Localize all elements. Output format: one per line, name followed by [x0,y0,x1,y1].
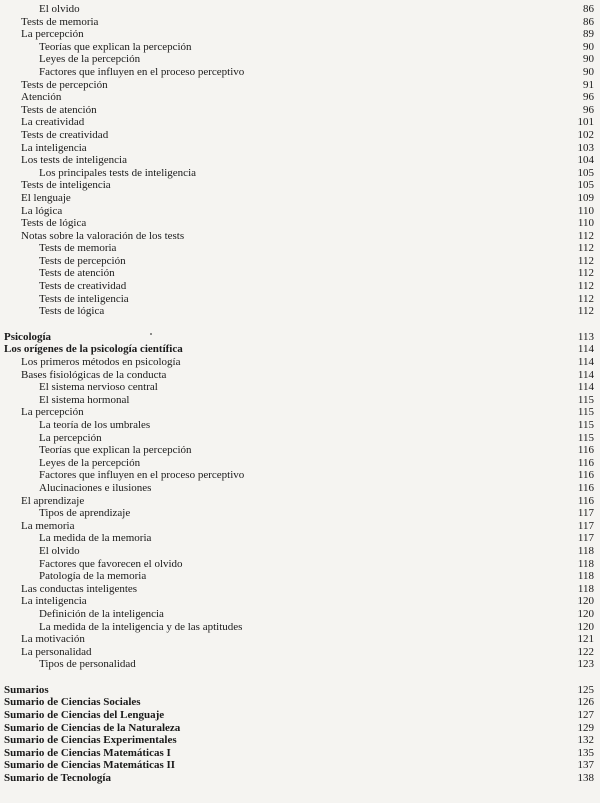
toc-entry-page-number: 96 [583,91,594,104]
toc-entry-label: Tests de inteligencia [21,179,111,192]
toc-entry [4,53,594,66]
toc-entry [4,331,594,344]
toc-entry [4,406,594,419]
toc-entry-page-number: 102 [577,128,594,141]
toc-entry-label: Sumario de Tecnología [4,772,111,785]
toc-entry [4,747,594,760]
toc-entry-page-number: 86 [583,15,594,28]
toc-entry-label: El sistema hormonal [39,393,130,406]
toc-entry-label: Tipos de personalidad [39,658,136,671]
toc-entry-page-number: 101 [577,116,594,129]
toc-entry [4,129,594,142]
toc-section [4,3,594,318]
toc-entry-page-number: 115 [577,406,594,419]
toc-entry-page-number: 112 [577,305,594,318]
toc-entry [4,343,594,356]
toc-entry-label: Teorías que explican la percepción [39,40,192,53]
toc-entry-label: Tests de creatividad [39,280,127,293]
toc-entry-page-number: 116 [577,456,594,469]
toc-entry-page-number: 118 [577,544,594,557]
toc-entry-page-number: 118 [577,582,594,595]
toc-entry [4,583,594,596]
toc-entry-page-number: 135 [577,746,594,759]
toc-entry [4,116,594,129]
toc-entry-label: Tests de percepción [39,254,126,267]
toc-entry-page-number: 132 [577,734,594,747]
toc-entry [4,91,594,104]
toc-entry-page-number: 116 [577,469,594,482]
toc-entry-page-number: 120 [577,595,594,608]
toc-entry [4,520,594,533]
toc-entry-page-number: 117 [577,507,594,520]
toc-entry [4,608,594,621]
toc-entry [4,570,594,583]
toc-entry [4,142,594,155]
toc-entry-label: Sumario de Ciencias Experimentales [4,734,177,747]
toc-entry-page-number: 137 [577,759,594,772]
toc-entry [4,595,594,608]
toc-entry-label: Las conductas inteligentes [21,582,138,595]
toc-entry-label: Patología de la memoria [39,570,147,583]
toc-entry-label: La percepción [21,28,84,41]
toc-entry [4,734,594,747]
toc-entry-page-number: 91 [583,78,594,91]
toc-entry-label: El olvido [39,3,80,15]
toc-entry [4,394,594,407]
toc-entry-page-number: 114 [577,356,594,369]
toc-entry-label: El lenguaje [21,191,71,204]
toc-entry [4,167,594,180]
toc-entry [4,621,594,634]
toc-entry-page-number: 105 [577,166,594,179]
toc-entry [4,759,594,772]
toc-entry [4,369,594,382]
toc-entry-label: Sumarios [4,683,49,696]
toc-entry-page-number: 90 [583,40,594,53]
toc-entry [4,444,594,457]
toc-entry-page-number: 115 [577,431,594,444]
toc-entry-label: Tests de memoria [39,242,117,255]
toc-entry-page-number: 129 [577,721,594,734]
toc-entry-page-number: 126 [577,696,594,709]
toc-entry-page-number: 89 [583,28,594,41]
toc-entry [4,495,594,508]
toc-entry-label: Tests de atención [21,103,97,116]
toc-entry [4,772,594,785]
toc-entry-label: La memoria [21,519,75,532]
toc-entry [4,192,594,205]
toc-entry-label: El sistema nervioso central [39,381,158,394]
toc-entry-page-number: 115 [577,393,594,406]
toc-entry-page-number: 116 [577,444,594,457]
toc-entry [4,267,594,280]
toc-entry-page-number: 109 [577,191,594,204]
toc-entry [4,242,594,255]
toc-entry-label: El olvido [39,544,80,557]
toc-entry-label: Tests de inteligencia [39,292,129,305]
toc-entry-label: La medida de la inteligencia y de las aptitudes [39,620,243,633]
toc-entry-label: Atención [21,91,62,104]
toc-entry [4,104,594,117]
toc-entry-page-number: 127 [577,709,594,722]
toc-entry [4,696,594,709]
toc-entry-label: Definición de la inteligencia [39,607,164,620]
toc-entry-label: El aprendizaje [21,494,85,507]
toc-entry [4,16,594,29]
toc-entry-page-number: 105 [577,179,594,192]
toc-entry-label: Teorías que explican la percepción [39,444,192,457]
toc-entry-label: Tests de percepción [21,78,108,91]
toc-entry-label: La lógica [21,204,63,217]
toc-entry-page-number: 115 [577,419,594,431]
toc-entry-page-number: 117 [577,532,594,545]
toc-entry [4,28,594,41]
toc-entry-page-number: 112 [577,292,594,305]
toc-entry [4,684,594,697]
toc-entry [4,658,594,671]
toc-entry-page-number: 112 [577,254,594,267]
toc-entry-page-number: 110 [577,217,594,230]
toc-entry-label: Tests de memoria [21,15,99,28]
toc-entry [4,280,594,293]
toc-entry [4,217,594,230]
toc-entry-page-number: 116 [577,494,594,507]
toc-entry [4,154,594,167]
toc-entry-label: Sumario de Ciencias Sociales [4,696,141,709]
toc-entry-label: Psicología [4,330,52,343]
toc-entry [4,255,594,268]
toc-entry-label: Los tests de inteligencia [21,154,127,167]
toc-entry-label: Sumario de Ciencias Matemáticas I [4,746,171,759]
toc-entry [4,709,594,722]
toc-entry-label: La medida de la memoria [39,532,152,545]
toc-entry-page-number: 116 [577,481,594,494]
toc-entry [4,633,594,646]
toc-entry-label: Leyes de la percepción [39,53,141,66]
toc-entry-label: Tests de creatividad [21,128,109,141]
toc-entry-label: La teoría de los umbrales [39,419,151,431]
toc-entry [4,722,594,735]
toc-entry-page-number: 110 [577,204,594,217]
toc-entry [4,545,594,558]
toc-entry-page-number: 125 [577,683,594,696]
toc-entry-page-number: 117 [577,519,594,532]
toc-entry-label: Factores que favorecen el olvido [39,557,183,570]
toc-section [4,331,594,671]
toc-entry-label: Sumario de Ciencias del Lenguaje [4,709,165,722]
toc-entry-page-number: 122 [577,645,594,658]
toc-entry [4,293,594,306]
toc-entry-page-number: 118 [577,570,594,583]
toc-entry-page-number: 104 [577,154,594,167]
toc-entry-label: La motivación [21,633,85,646]
toc-entry-page-number: 90 [583,53,594,66]
toc-entry-page-number: 112 [577,267,594,280]
toc-entry-label: Tests de lógica [21,217,87,230]
toc-entry [4,3,594,16]
toc-entry [4,356,594,369]
toc-entry [4,432,594,445]
toc-entry [4,179,594,192]
toc-entry-label: Factores que influyen en el proceso perceptivo [39,469,245,482]
toc-entry-label: Alucinaciones e ilusiones [39,481,152,494]
toc-entry-label: La personalidad [21,645,92,658]
toc-entry-label: Factores que influyen en el proceso perceptivo [39,65,245,78]
toc-entry [4,205,594,218]
toc-entry [4,507,594,520]
toc-entry-page-number: 114 [577,368,594,381]
toc-entry [4,66,594,79]
toc-entry-page-number: 112 [577,242,594,255]
toc-entry [4,419,594,432]
scan-artifact-dot [150,333,152,335]
toc-entry-label: Los primeros métodos en psicología [21,356,181,369]
toc-entry-page-number: 103 [577,141,594,154]
toc-entry-label: Tests de lógica [39,305,105,318]
toc-section [4,684,594,785]
toc-entry-page-number: 123 [577,658,594,671]
toc-entry-label: Leyes de la percepción [39,456,141,469]
toc-entry [4,41,594,54]
toc-entry-label: Tipos de aprendizaje [39,507,131,520]
toc-entry-page-number: 96 [583,103,594,116]
toc-entry-page-number: 121 [577,633,594,646]
toc-entry-label: Notas sobre la valoración de los tests [21,229,185,242]
toc-entry-label: Los orígenes de la psicología científica [4,343,183,356]
toc-entry-label: Sumario de Ciencias Matemáticas II [4,759,176,772]
toc-entry-page-number: 138 [577,772,594,785]
toc-entry-page-number: 90 [583,65,594,78]
toc-entry [4,558,594,571]
toc-entry [4,305,594,318]
toc-entry [4,532,594,545]
toc-entry [4,230,594,243]
toc-entry [4,457,594,470]
toc-entry-page-number: 118 [577,557,594,570]
toc-entry-label: Sumario de Ciencias de la Naturaleza [4,721,181,734]
toc-entry [4,646,594,659]
toc-entry-page-number: 112 [577,229,594,242]
toc-entry-label: La percepción [39,431,102,444]
toc-entry-page-number: 113 [577,330,594,343]
toc-entry-label: Bases fisiológicas de la conducta [21,368,167,381]
toc-entry-page-number: 86 [583,3,594,15]
toc-entry-page-number: 120 [577,607,594,620]
toc-entry [4,381,594,394]
toc-entry [4,469,594,482]
toc-entry-label: Tests de atención [39,267,115,280]
toc-entry-page-number: 114 [577,381,594,394]
toc-entry-label: Los principales tests de inteligencia [39,166,197,179]
toc-entry-page-number: 114 [577,343,594,356]
toc-entry-label: La percepción [21,406,84,419]
toc-entry [4,79,594,92]
toc-entry-page-number: 112 [577,280,594,293]
toc-entry-page-number: 120 [577,620,594,633]
toc-entry-label: La inteligencia [21,595,87,608]
toc-entry-label: La inteligencia [21,141,87,154]
toc-entry-label: La creatividad [21,116,85,129]
toc-entry [4,482,594,495]
